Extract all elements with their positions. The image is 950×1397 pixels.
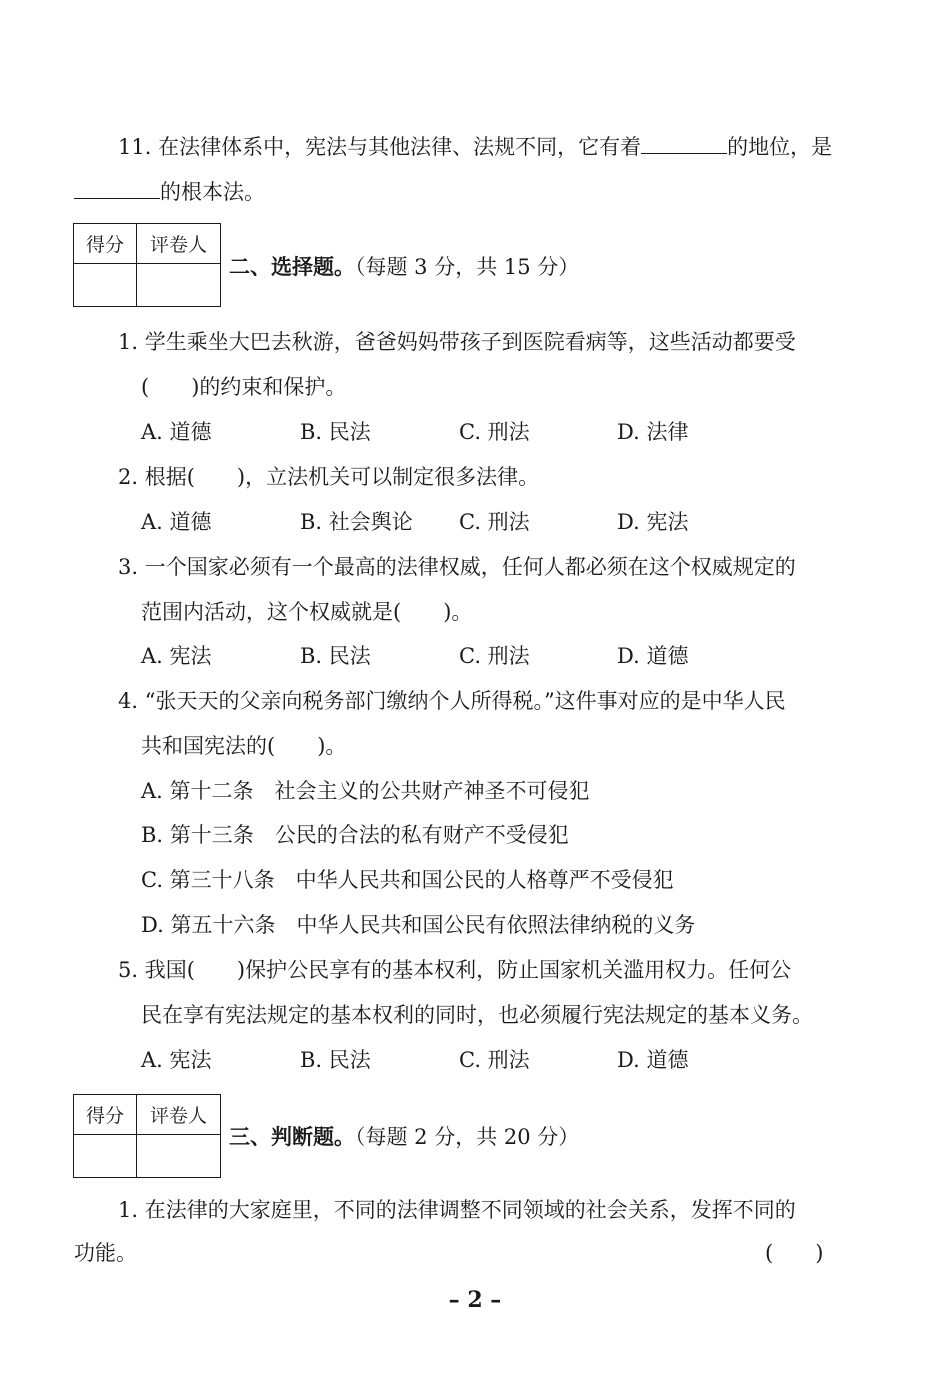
mc-5-line2: 民在享有宪法规定的基本权利的同时，也必须履行宪法规定的基本义务。 <box>141 1003 813 1027</box>
question-11-line1 <box>118 131 832 162</box>
mc-4-option-c[interactable]: C. 第三十八条 中华人民共和国公民的人格尊严不受侵犯 <box>141 868 674 892</box>
mc-3-line1: 3. 一个国家必须有一个最高的法律权威，任何人都必须在这个权威规定的 <box>118 555 796 579</box>
answer-blank[interactable] <box>641 131 727 154</box>
mc-4-option-d[interactable]: D. 第五十六条 中华人民共和国公民有依照法律纳税的义务 <box>141 913 696 937</box>
mc-2-option-d[interactable]: D. 宪法 <box>617 510 689 534</box>
mc-3-option-b[interactable]: B. 民法 <box>300 644 371 668</box>
grader-label: 评卷人 <box>137 224 221 264</box>
mc-5-option-c[interactable]: C. 刑法 <box>459 1048 530 1072</box>
mc-4-line1: 4. “张天天的父亲向税务部门缴纳个人所得税。”这件事对应的是中华人民 <box>118 689 786 713</box>
tf-1-answer-paren[interactable]: ( ) <box>765 1241 824 1265</box>
grader-cell[interactable] <box>137 264 221 307</box>
grader-cell[interactable] <box>137 1135 221 1178</box>
score-box <box>73 223 221 307</box>
mc-3-option-c[interactable]: C. 刑法 <box>459 644 530 668</box>
question-11-text-c: 的根本法。 <box>160 180 265 204</box>
section-2-heading: 二、选择题。 <box>229 255 355 279</box>
mc-2-line1: 2. 根据( )，立法机关可以制定很多法律。 <box>118 465 540 489</box>
mc-5-line1: 5. 我国( )保护公民享有的基本权利，防止国家机关滥用权力。任何公 <box>118 958 792 982</box>
mc-2-option-a[interactable]: A. 道德 <box>141 510 212 534</box>
score-box <box>73 1094 221 1178</box>
tf-1-line2: 功能。 <box>74 1241 137 1265</box>
question-11-line2 <box>74 176 265 207</box>
section-3-title <box>229 1122 579 1152</box>
mc-1-option-b[interactable]: B. 民法 <box>300 420 371 444</box>
mc-3-option-d[interactable]: D. 道德 <box>617 644 689 668</box>
mc-4-option-b[interactable]: B. 第十三条 公民的合法的私有财产不受侵犯 <box>141 823 569 847</box>
mc-5-option-a[interactable]: A. 宪法 <box>141 1048 212 1072</box>
score-label: 得分 <box>74 224 137 264</box>
mc-1-option-a[interactable]: A. 道德 <box>141 420 212 444</box>
mc-1-option-c[interactable]: C. 刑法 <box>459 420 530 444</box>
mc-5-option-d[interactable]: D. 道德 <box>617 1048 689 1072</box>
section-2-note: （每题 3 分，共 15 分） <box>355 255 580 279</box>
question-11-text-a: 11. 在法律体系中，宪法与其他法律、法规不同，它有着 <box>118 135 642 159</box>
mc-1-option-d[interactable]: D. 法律 <box>617 420 689 444</box>
question-11-text-b: 的地位，是 <box>727 135 833 159</box>
score-cell[interactable] <box>74 264 137 307</box>
section-3-heading: 三、判断题。 <box>229 1125 355 1149</box>
score-cell[interactable] <box>74 1135 137 1178</box>
grader-label: 评卷人 <box>137 1095 221 1135</box>
mc-4-option-a[interactable]: A. 第十二条 社会主义的公共财产神圣不可侵犯 <box>141 779 590 803</box>
mc-3-line2: 范围内活动，这个权威就是( )。 <box>141 600 473 624</box>
mc-3-option-a[interactable]: A. 宪法 <box>141 644 212 668</box>
section-3-note: （每题 2 分，共 20 分） <box>355 1125 580 1149</box>
mc-2-option-b[interactable]: B. 社会舆论 <box>300 510 413 534</box>
mc-1-line2: ( )的约束和保护。 <box>141 375 347 399</box>
page-number: – 2 – <box>448 1287 502 1313</box>
mc-1-line1: 1. 学生乘坐大巴去秋游，爸爸妈妈带孩子到医院看病等，这些活动都要受 <box>118 330 796 354</box>
mc-2-option-c[interactable]: C. 刑法 <box>459 510 530 534</box>
tf-1-line1: 1. 在法律的大家庭里，不同的法律调整不同领域的社会关系，发挥不同的 <box>118 1198 796 1222</box>
section-2-title <box>229 252 579 282</box>
answer-blank[interactable] <box>74 176 160 199</box>
score-label: 得分 <box>74 1095 137 1135</box>
mc-4-line2: 共和国宪法的( )。 <box>141 734 347 758</box>
mc-5-option-b[interactable]: B. 民法 <box>300 1048 371 1072</box>
